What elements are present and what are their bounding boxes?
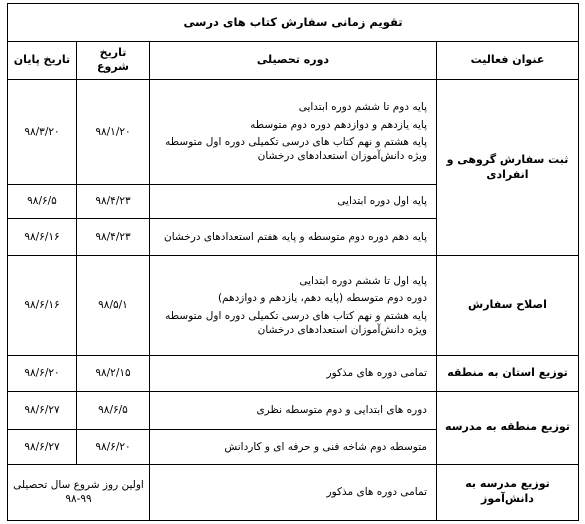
book-order-schedule-table [7, 3, 579, 521]
start-date-cell: ۹۸/۴/۲۳ [77, 219, 150, 256]
period-cell [150, 79, 437, 184]
table-row [8, 79, 579, 184]
period-line: پایه دوم تا ششم دوره ابتدایی [298, 101, 427, 114]
table-row [8, 464, 579, 520]
end-date-cell: ۹۸/۶/۱۶ [8, 219, 77, 256]
start-end-line: اولین روز شروع سال تحصیلی [13, 479, 144, 492]
period-line: پایه هشتم و نهم کتاب های درسی تکمیلی دوره اول متوسطه ویژه دانش‌آموزان استعدادهای درخشان [165, 309, 427, 336]
activity-cell: توزیع مدرسه به دانش‌آموز [437, 464, 579, 520]
start-date-cell: ۹۸/۴/۲۳ [77, 184, 150, 219]
end-date-cell: ۹۸/۶/۲۷ [8, 429, 77, 464]
period-line: پایه اول تا ششم دوره ابتدایی [299, 275, 427, 288]
end-date-cell: ۹۸/۶/۱۶ [8, 256, 77, 356]
start-end-line: ۹۸-۹۹ [65, 493, 92, 506]
period-cell: پایه اول دوره ابتدایی [150, 184, 437, 219]
period-line: پایه یازدهم و دوازدهم دوره دوم متوسطه [250, 118, 427, 131]
start-date-cell: ۹۸/۱/۲۰ [77, 79, 150, 184]
period-cell: تمامی دوره های مذکور [150, 355, 437, 391]
table-row [8, 391, 579, 429]
table-title: تقویم زمانی سفارش کتاب های درسی [8, 4, 579, 42]
start-date-cell: ۹۸/۲/۱۵ [77, 355, 150, 391]
header-start-date: تاریخ شروع [77, 41, 150, 79]
activity-cell: توزیع منطقه به مدرسه [437, 391, 579, 464]
start-date-cell: ۹۸/۶/۵ [77, 391, 150, 429]
end-date-cell: ۹۸/۶/۵ [8, 184, 77, 219]
period-cell: پایه دهم دوره دوم متوسطه و پایه هفتم استعدادهای درخشان [150, 219, 437, 256]
start-date-cell: ۹۸/۵/۱ [77, 256, 150, 356]
period-line: پایه هشتم و نهم کتاب های درسی تکمیلی دوره اول متوسطه ویژه دانش‌آموزان استعدادهای درخشان [165, 135, 427, 162]
period-cell: دوره های ابتدایی و دوم متوسطه نظری [150, 391, 437, 429]
end-date-cell: ۹۸/۶/۲۰ [8, 355, 77, 391]
activity-cell: توزیع استان به منطقه [437, 355, 579, 391]
period-cell: تمامی دوره های مذکور [150, 464, 437, 520]
end-date-cell: ۹۸/۳/۲۰ [8, 79, 77, 184]
end-date-cell: ۹۸/۶/۲۷ [8, 391, 77, 429]
header-end-date: تاریخ پایان [8, 41, 77, 79]
start-date-cell: ۹۸/۶/۲۰ [77, 429, 150, 464]
start-end-date-cell [8, 464, 150, 520]
period-cell: متوسطه دوم شاخه فنی و حرفه ای و کاردانش [150, 429, 437, 464]
period-line: دوره دوم متوسطه (پایه دهم، یازدهم و دوازدهم) [217, 292, 427, 305]
activity-cell: ثبت سفارش گروهی و انفرادی [437, 79, 579, 255]
header-period: دوره تحصیلی [150, 41, 437, 79]
table-row [8, 256, 579, 356]
table-row [8, 355, 579, 391]
activity-cell: اصلاح سفارش [437, 256, 579, 356]
period-cell [150, 256, 437, 356]
header-activity: عنوان فعالیت [437, 41, 579, 79]
header-row [8, 41, 579, 79]
